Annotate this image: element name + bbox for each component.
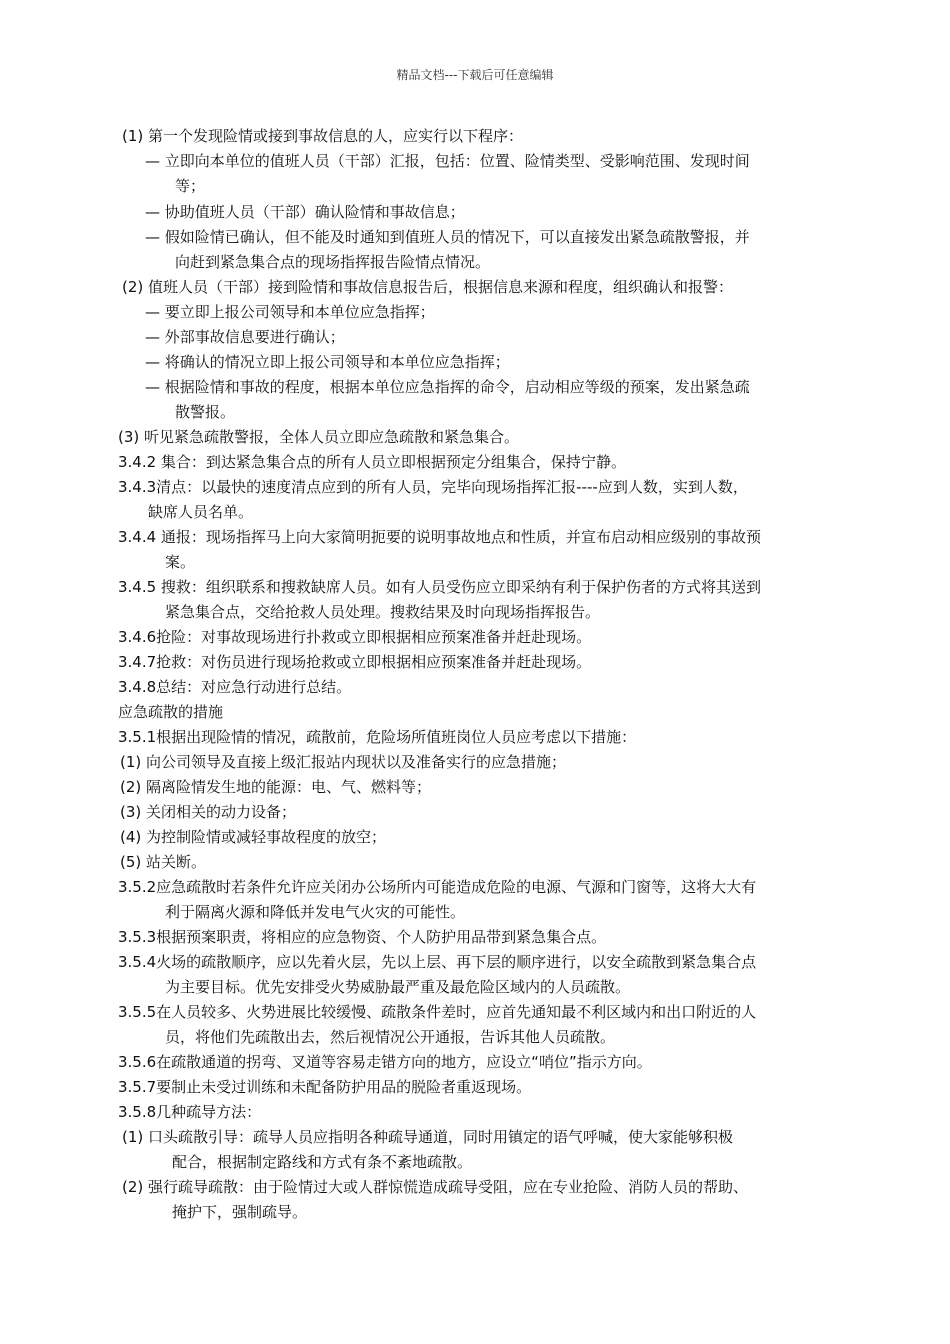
text-line: 3.5.3根据预案职责，将相应的应急物资、个人防护用品带到紧急集合点。 [118,928,607,946]
text-line: 3.4.2 集合：到达紧急集合点的所有人员立即根据预定分组集合，保持宁静。 [118,453,626,471]
text-line: — 立即向本单位的值班人员（干部）汇报，包括：位置、险情类型、受影响范围、发现时间 [145,152,750,170]
text-line: — 协助值班人员（干部）确认险情和事故信息； [145,203,465,221]
text-line: 掩护下，强制疏导。 [172,1203,308,1221]
text-line: 配合，根据制定路线和方式有条不紊地疏散。 [172,1153,473,1171]
text-line: (1) 口头疏散引导：疏导人员应指明各种疏导通道，同时用镇定的语气呼喊，使大家能够积极 [122,1128,734,1146]
text-line: 3.5.7要制止未受过训练和未配备防护用品的脱险者重返现场。 [118,1078,532,1096]
text-line: 3.4.8总结：对应急行动进行总结。 [118,678,352,696]
text-line: 为主要目标。优先安排受火势威胁最严重及最危险区域内的人员疏散。 [165,978,631,996]
text-line: 3.4.7抢救：对伤员进行现场抢救或立即根据相应预案准备并赶赴现场。 [118,653,592,671]
text-line: (3) 听见紧急疏散警报，全体人员立即应急疏散和紧急集合。 [118,428,520,446]
text-line: 3.5.2应急疏散时若条件允许应关闭办公场所内可能造成危险的电源、气源和门窗等，这将大大有 [118,878,757,896]
text-line: 利于隔离火源和降低并发电气火灾的可能性。 [165,903,466,921]
text-line: — 要立即上报公司领导和本单位应急指挥； [145,303,435,321]
text-line: 3.4.5 搜救：组织联系和搜救缺席人员。如有人员受伤应立即采纳有利于保护伤者的方式将其送到 [118,578,761,596]
section-heading: 应急疏散的措施 [118,703,224,721]
page-header: 精品文档---下载后可任意编辑 [396,68,554,82]
text-line: 等； [175,177,206,195]
text-line: 员，将他们先疏散出去，然后视情况公开通报，告诉其他人员疏散。 [165,1028,616,1046]
text-line: 向赶到紧急集合点的现场指挥报告险情点情况。 [175,253,491,271]
text-line: 3.5.8几种疏导方法： [118,1103,262,1121]
text-line: 缺席人员名单。 [148,503,254,521]
text-line: 3.4.6抢险：对事故现场进行扑救或立即根据相应预案准备并赶赴现场。 [118,628,592,646]
text-line: — 假如险情已确认，但不能及时通知到值班人员的情况下，可以直接发出紧急疏散警报，并 [145,228,750,246]
text-line: — 将确认的情况立即上报公司领导和本单位应急指挥； [145,353,510,371]
text-line: (3) 关闭相关的动力设备； [120,803,297,821]
text-line: (2) 强行疏导疏散：由于险情过大或人群惊慌造成疏导受阻，应在专业抢险、消防人员的帮助、 [122,1178,749,1196]
text-line: 3.5.6在疏散通道的拐弯、叉道等容易走错方向的地方，应设立“哨位”指示方向。 [118,1053,652,1071]
text-line: 散警报。 [175,403,236,421]
text-line: (2) 隔离险情发生地的能源：电、气、燃料等； [120,778,432,796]
text-line: 3.5.1根据出现险情的情况，疏散前，危险场所值班岗位人员应考虑以下措施： [118,728,637,746]
text-line: 3.4.3清点：以最快的速度清点应到的所有人员，完毕向现场指挥汇报----应到人数，实到人数， [118,478,748,496]
text-line: (4) 为控制险情或减轻事故程度的放空； [120,828,387,846]
text-line: 案。 [165,553,196,571]
text-line: — 根据险情和事故的程度，根据本单位应急指挥的命令，启动相应等级的预案，发出紧急疏 [145,378,750,396]
text-line: 3.4.4 通报：现场指挥马上向大家简明扼要的说明事故地点和性质，并宣布启动相应级别的事故预 [118,528,761,546]
text-line: 3.5.5在人员较多、火势进展比较缓慢、疏散条件差时，应首先通知最不利区域内和出口附近的人 [118,1003,757,1021]
text-line: — 外部事故信息要进行确认； [145,328,345,346]
text-line: (2) 值班人员（干部）接到险情和事故信息报告后，根据信息来源和程度，组织确认和报警： [122,278,734,296]
text-line: (5) 站关断。 [120,853,207,871]
text-line: (1) 第一个发现险情或接到事故信息的人，应实行以下程序： [122,127,524,145]
text-line: (1) 向公司领导及直接上级汇报站内现状以及准备实行的应急措施； [120,753,567,771]
text-line: 紧急集合点，交给抢救人员处理。搜救结果及时向现场指挥报告。 [165,603,601,621]
text-line: 3.5.4火场的疏散顺序，应以先着火层，先以上层、再下层的顺序进行，以安全疏散到紧急集合点 [118,953,757,971]
